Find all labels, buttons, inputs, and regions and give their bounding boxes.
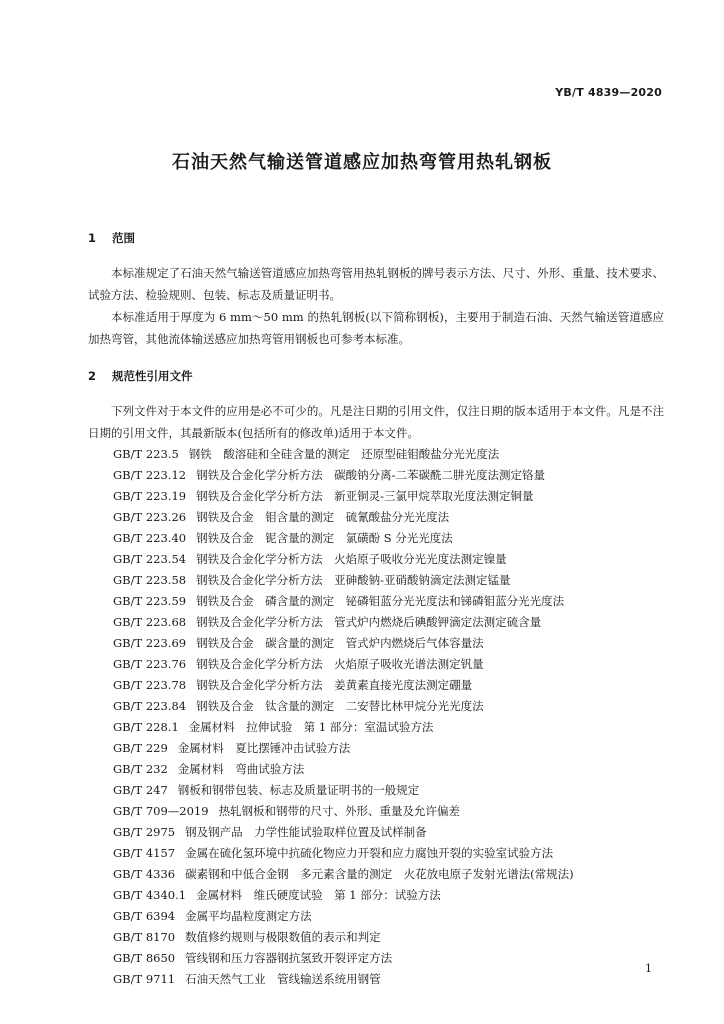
reference-code: GB/T 223.12 bbox=[113, 468, 187, 482]
reference-title: 钢铁及合金化学分析方法 新亚铜灵-三氯甲烷萃取光度法测定铜量 bbox=[196, 489, 534, 503]
section-1-heading bbox=[88, 230, 135, 246]
section-1-title: 范围 bbox=[112, 231, 135, 245]
reference-code: GB/T 229 bbox=[113, 741, 168, 755]
reference-code: GB/T 4336 bbox=[113, 867, 176, 881]
reference-title: 碳素钢和中低合金钢 多元素含量的测定 火花放电原子发射光谱法(常规法) bbox=[185, 867, 574, 881]
reference-title: 钢铁及合金化学分析方法 碳酸钠分离-二苯碳酰二肼光度法测定铬量 bbox=[196, 468, 545, 482]
reference-title: 钢铁及合金化学分析方法 火焰原子吸收光谱法测定钒量 bbox=[196, 657, 484, 671]
reference-title: 钢板和钢带包装、标志及质量证明书的一般规定 bbox=[177, 783, 420, 797]
reference-title: 金属材料 维氏硬度试验 第 1 部分：试验方法 bbox=[196, 888, 441, 902]
reference-item bbox=[113, 444, 574, 465]
reference-code: GB/T 223.54 bbox=[113, 552, 187, 566]
reference-code: GB/T 223.69 bbox=[113, 636, 187, 650]
reference-item bbox=[113, 801, 574, 822]
reference-title: 金属材料 弯曲试验方法 bbox=[177, 762, 305, 776]
page-number: 1 bbox=[645, 962, 652, 975]
reference-item bbox=[113, 591, 574, 612]
reference-title: 钢铁 酸溶硅和全硅含量的测定 还原型硅钼酸盐分光光度法 bbox=[188, 447, 500, 461]
reference-item bbox=[113, 885, 574, 906]
reference-item bbox=[113, 654, 574, 675]
reference-code: GB/T 223.78 bbox=[113, 678, 187, 692]
reference-code: GB/T 223.59 bbox=[113, 594, 187, 608]
reference-item bbox=[113, 864, 574, 885]
reference-item bbox=[113, 696, 574, 717]
section-1-paragraph-1: 本标准规定了石油天然气输送管道感应加热弯管用热轧钢板的牌号表示方法、尺寸、外形、重量、技术要求、试验方法、检验规则、包装、标志及质量证明书。 bbox=[88, 266, 664, 302]
reference-code: GB/T 8650 bbox=[113, 951, 176, 965]
reference-item bbox=[113, 906, 574, 927]
reference-title: 金属材料 夏比摆锤冲击试验方法 bbox=[177, 741, 351, 755]
reference-item bbox=[113, 465, 574, 486]
reference-code: GB/T 6394 bbox=[113, 909, 176, 923]
reference-item bbox=[113, 717, 574, 738]
reference-item bbox=[113, 528, 574, 549]
reference-code: GB/T 223.84 bbox=[113, 699, 187, 713]
reference-code: GB/T 223.40 bbox=[113, 531, 187, 545]
reference-title: 管线钢和压力容器钢抗氢致开裂评定方法 bbox=[185, 951, 393, 965]
reference-title: 钢铁及合金 碳含量的测定 管式炉内燃烧后气体容量法 bbox=[196, 636, 484, 650]
reference-code: GB/T 223.5 bbox=[113, 447, 179, 461]
section-1-number: 1 bbox=[88, 231, 97, 245]
standard-number: YB/T 4839—2020 bbox=[555, 86, 662, 99]
reference-item bbox=[113, 843, 574, 864]
reference-item bbox=[113, 927, 574, 948]
reference-title: 热轧钢板和钢带的尺寸、外形、重量及允许偏差 bbox=[218, 804, 461, 818]
reference-code: GB/T 223.68 bbox=[113, 615, 187, 629]
reference-item bbox=[113, 549, 574, 570]
reference-item bbox=[113, 486, 574, 507]
reference-title: 钢铁及合金化学分析方法 火焰原子吸收分光光度法测定镍量 bbox=[196, 552, 507, 566]
reference-code: GB/T 223.19 bbox=[113, 489, 187, 503]
reference-code: GB/T 8170 bbox=[113, 930, 176, 944]
reference-title: 钢铁及合金化学分析方法 姜黄素直接光度法测定硼量 bbox=[196, 678, 473, 692]
reference-title: 钢铁及合金 钼含量的测定 硫氰酸盐分光光度法 bbox=[196, 510, 450, 524]
reference-code: GB/T 223.58 bbox=[113, 573, 187, 587]
reference-title: 金属在硫化氢环境中抗硫化物应力开裂和应力腐蚀开裂的实验室试验方法 bbox=[185, 846, 554, 860]
reference-item bbox=[113, 759, 574, 780]
reference-item bbox=[113, 948, 574, 969]
reference-item bbox=[113, 780, 574, 801]
reference-code: GB/T 2975 bbox=[113, 825, 176, 839]
section-2-paragraph-1: 下列文件对于本文件的应用是必不可少的。凡是注日期的引用文件，仅注日期的版本适用于本文件。凡是不注日期的引用文件，其最新版本(包括所有的修改单)适用于本文件。 bbox=[88, 404, 664, 440]
reference-title: 金属材料 拉伸试验 第 1 部分：室温试验方法 bbox=[188, 720, 434, 734]
reference-item bbox=[113, 969, 574, 990]
reference-item bbox=[113, 738, 574, 759]
reference-item bbox=[113, 612, 574, 633]
reference-title: 石油天然气工业 管线输送系统用钢管 bbox=[185, 972, 381, 986]
reference-title: 钢及钢产品 力学性能试验取样位置及试样制备 bbox=[185, 825, 427, 839]
reference-code: GB/T 247 bbox=[113, 783, 168, 797]
reference-item bbox=[113, 675, 574, 696]
section-1-paragraph-2: 本标准适用于厚度为 6 mm～50 mm 的热轧钢板(以下简称钢板)，主要用于制造石油、天然气输送管道感应加热弯管，其他流体输送感应加热弯管用钢板也可参考本标准。 bbox=[88, 310, 664, 346]
section-2-heading bbox=[88, 368, 193, 384]
reference-item bbox=[113, 507, 574, 528]
reference-title: 数值修约规则与极限数值的表示和判定 bbox=[185, 930, 381, 944]
reference-item bbox=[113, 570, 574, 591]
section-2-title: 规范性引用文件 bbox=[112, 369, 193, 383]
reference-code: GB/T 232 bbox=[113, 762, 168, 776]
reference-list bbox=[113, 444, 574, 990]
section-2-number: 2 bbox=[88, 369, 97, 383]
reference-title: 钢铁及合金 铌含量的测定 氯磺酚 S 分光光度法 bbox=[196, 531, 453, 545]
reference-title: 钢铁及合金化学分析方法 管式炉内燃烧后碘酸钾滴定法测定硫含量 bbox=[196, 615, 542, 629]
reference-code: GB/T 223.26 bbox=[113, 510, 187, 524]
reference-code: GB/T 4340.1 bbox=[113, 888, 187, 902]
reference-code: GB/T 223.76 bbox=[113, 657, 187, 671]
reference-title: 钢铁及合金 钛含量的测定 二安替比林甲烷分光光度法 bbox=[196, 699, 484, 713]
reference-title: 钢铁及合金 磷含量的测定 铋磷钼蓝分光光度法和锑磷钼蓝分光光度法 bbox=[196, 594, 565, 608]
reference-code: GB/T 4157 bbox=[113, 846, 176, 860]
reference-title: 金属平均晶粒度测定方法 bbox=[185, 909, 312, 923]
document-title: 石油天然气输送管道感应加热弯管用热轧钢板 bbox=[172, 152, 552, 173]
reference-item bbox=[113, 633, 574, 654]
reference-code: GB/T 9711 bbox=[113, 972, 176, 986]
reference-code: GB/T 709—2019 bbox=[113, 804, 209, 818]
reference-title: 钢铁及合金化学分析方法 亚砷酸钠-亚硝酸钠滴定法测定锰量 bbox=[196, 573, 511, 587]
reference-code: GB/T 228.1 bbox=[113, 720, 179, 734]
reference-item bbox=[113, 822, 574, 843]
